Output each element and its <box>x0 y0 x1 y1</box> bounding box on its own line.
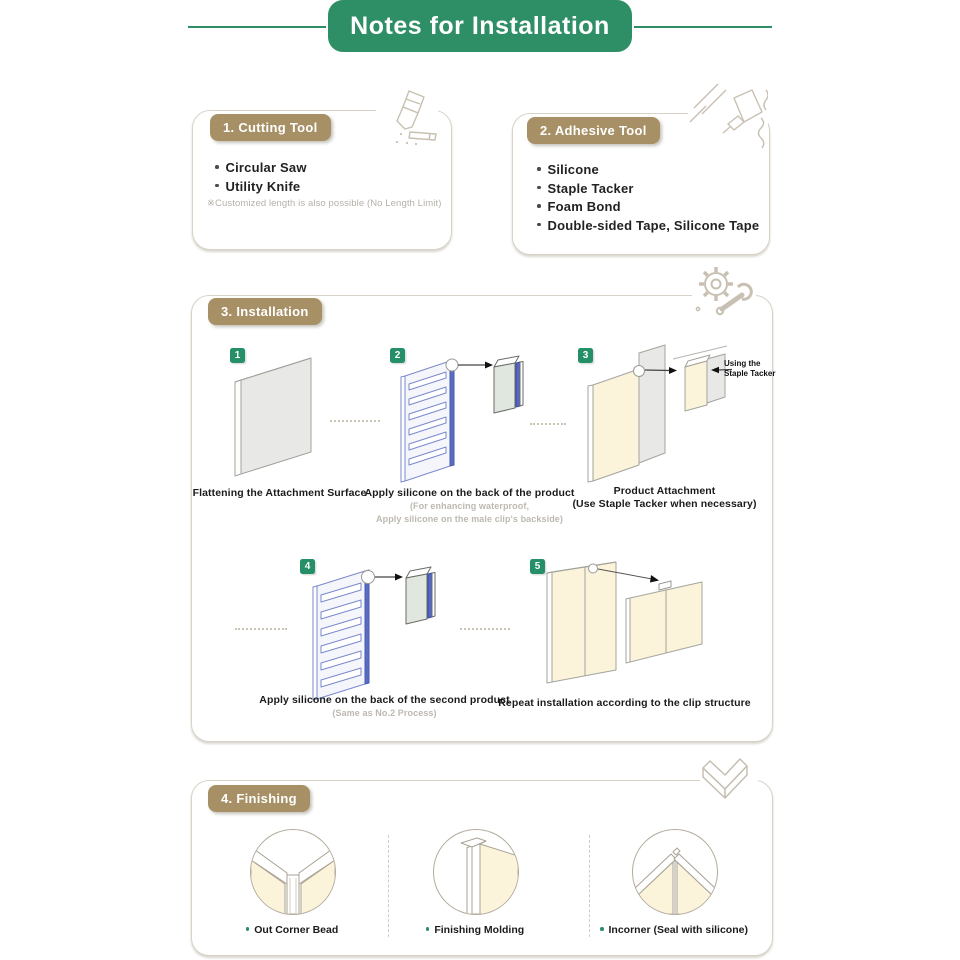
step5-caption: Repeat installation according to the clip structure <box>498 697 751 709</box>
header-rule-right <box>634 26 772 28</box>
cutting-tool-label: 1. Cutting Tool <box>210 114 331 141</box>
step2-subnote: Apply silicone on the male clip's backside) <box>376 514 563 524</box>
finishing-item-label <box>212 923 372 937</box>
bullet-dot <box>537 223 541 227</box>
dashed-separator <box>388 835 389 937</box>
step2-subnote: (For enhancing waterproof, <box>409 501 530 511</box>
dashed-separator <box>589 835 590 937</box>
step1-flat-panel-illustration <box>227 354 317 484</box>
section-finishing <box>191 780 773 956</box>
installation-label: 3. Installation <box>208 298 322 325</box>
silicone-tube-icon <box>688 82 768 154</box>
staple-tacker-annotation <box>724 359 776 379</box>
step3-caption-text2: (Use Staple Tacker when necessary) <box>572 498 757 510</box>
dotted-separator <box>235 628 287 630</box>
list-item <box>215 178 307 197</box>
step2-caption-text: Apply silicone on the back of the product <box>364 487 575 499</box>
magnifier-circle <box>362 571 375 584</box>
bullet-dot <box>426 927 430 931</box>
bullet-dot <box>537 186 541 190</box>
clip-detail <box>494 356 523 413</box>
list-item <box>537 217 759 236</box>
list-item <box>537 180 759 199</box>
step4-silicone-back-illustration <box>307 564 442 704</box>
step-number-badge: 4 <box>300 559 315 574</box>
corner-trim-icon <box>700 757 758 817</box>
step3-caption <box>552 485 777 511</box>
arrow-right <box>375 574 403 581</box>
annotation-line: Staple Tacker <box>724 369 776 378</box>
bullet-dot <box>215 184 219 188</box>
step3-caption-text: Product Attachment <box>613 485 716 497</box>
incorner-drawing <box>633 830 717 914</box>
finishing-molding-drawing <box>434 830 518 914</box>
finishing-item-text: Finishing Molding <box>434 924 525 936</box>
list-item <box>215 159 307 178</box>
finishing-item-label <box>395 923 555 937</box>
step2-silicone-back-illustration <box>397 351 527 486</box>
step-number-badge: 5 <box>530 559 545 574</box>
magnifier-circle <box>589 564 598 573</box>
step-number-badge: 2 <box>390 348 405 363</box>
list-item <box>537 161 759 180</box>
cutting-tool-list <box>215 159 307 196</box>
out-corner-bead-drawing <box>251 830 335 914</box>
arrow-right <box>458 362 493 369</box>
step-number-badge: 3 <box>578 348 593 363</box>
bullet-dot <box>537 204 541 208</box>
finishing-molding-illustration <box>433 829 519 915</box>
staple-detail <box>673 346 727 411</box>
dotted-separator <box>330 420 380 422</box>
list-item-label: Foam Bond <box>547 199 621 214</box>
annotation-line: Using the <box>724 359 761 368</box>
cutting-note: ※Customized length is also possible (No Length Limit) <box>207 198 442 209</box>
finishing-item-text: Out Corner Bead <box>254 924 339 936</box>
utility-knife-icon <box>376 88 438 150</box>
finishing-item-text: Incorner (Seal with silicone) <box>608 924 748 936</box>
dotted-separator <box>460 628 510 630</box>
step5-repeat-illustration <box>540 558 745 693</box>
step1-caption: Flattening the Attachment Surface <box>192 487 367 499</box>
out-corner-bead-illustration <box>250 829 336 915</box>
list-item-label: Utility Knife <box>225 178 301 194</box>
magnifier-circle <box>446 359 458 371</box>
section-installation <box>191 295 776 742</box>
step4-caption-text: Apply silicone on the back of the second product <box>259 694 510 706</box>
bullet-dot <box>246 927 250 931</box>
clip-detail <box>406 567 435 624</box>
adhesive-tool-list <box>537 161 759 235</box>
bullet-dot <box>537 167 541 171</box>
step4-subnote: (Same as No.2 Process) <box>332 708 437 718</box>
header-rule-left <box>188 26 326 28</box>
next-panel-pair <box>626 581 702 663</box>
adhesive-tool-label: 2. Adhesive Tool <box>527 117 660 144</box>
gear-wrench-icon <box>692 262 756 326</box>
page-title: Notes for Installation <box>328 0 632 52</box>
bullet-dot <box>600 927 604 931</box>
list-item-label: Silicone <box>547 162 599 177</box>
bullet-dot <box>215 165 219 169</box>
list-item-label: Double-sided Tape, Silicone Tape <box>547 217 760 233</box>
incorner-illustration <box>632 829 718 915</box>
finishing-label: 4. Finishing <box>208 785 310 812</box>
list-item-label: Circular Saw <box>225 160 307 175</box>
list-item <box>537 198 759 217</box>
magnifier-circle <box>634 366 645 377</box>
list-item-label: Staple Tacker <box>547 180 634 196</box>
dotted-separator <box>530 423 566 425</box>
finishing-item-label <box>574 923 774 937</box>
step2-caption <box>357 487 582 526</box>
step-number-badge: 1 <box>230 348 245 363</box>
